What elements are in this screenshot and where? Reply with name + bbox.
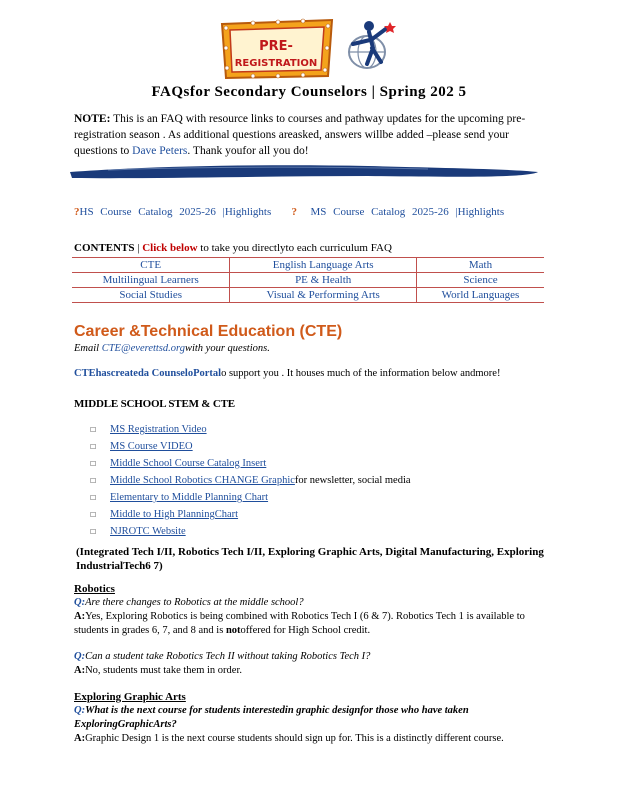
ms-course-video-link[interactable]: MS Course VIDEO <box>110 441 193 452</box>
toc-link-science[interactable]: Science <box>416 273 544 288</box>
middle-to-high-chart-link[interactable]: Middle to High PlanningChart <box>110 509 239 520</box>
table-row <box>72 258 544 273</box>
bullet-icon: ☐ <box>90 442 97 451</box>
separator: | <box>137 242 140 254</box>
cte-email-line: Email CTE@everettsd.orgwith your questions. <box>74 343 270 354</box>
ms-course-catalog-link[interactable]: MS Course Catalog 2025-26 <box>310 206 449 218</box>
hs-highlights-link[interactable]: Highlights <box>224 206 272 218</box>
toc-link-pe-health[interactable]: PE & Health <box>230 273 417 288</box>
pre-registration-logo <box>218 18 336 80</box>
link-note: for newsletter, social media <box>294 475 411 486</box>
ms-robotics-graphic-link[interactable]: Middle School Robotics CHANGE Graphic <box>110 475 295 486</box>
page-title: FAQsfor Secondary Counselors | Spring 202 5 <box>151 84 467 100</box>
graphic-arts-faq <box>74 690 554 746</box>
hs-course-catalog-link[interactable]: HS Course Catalog 2025-26 <box>79 206 216 218</box>
list-item <box>90 506 411 523</box>
njrotc-website-link[interactable]: NJROTC Website <box>110 526 186 537</box>
ms-stem-cte-heading: MIDDLE SCHOOL STEM & CTE <box>74 398 235 410</box>
note-text-b: . Thank youfor all you do! <box>187 145 309 157</box>
separator: | <box>455 206 458 218</box>
faq-answer: A:Yes, Exploring Robotics is being combined with Robotics Tech I (6 & 7). Robotics Tech 1 is available to students in grades 6, 7, and 8 and is notoffered for High School credit. <box>74 611 525 636</box>
brush-divider <box>68 160 540 182</box>
note-text-a: This is an FAQ with resource links to courses and pathway updates for the upcoming pre-registration season . As additional questions areasked, answers willbe added –please send your questions to <box>74 113 526 157</box>
ms-resource-list <box>90 421 411 540</box>
list-item <box>90 489 411 506</box>
faq-answer: A:No, students must take them in order. <box>74 665 242 676</box>
cte-email-link[interactable]: CTE@everettsd.org <box>101 343 185 354</box>
toc-link-math[interactable]: Math <box>416 258 544 273</box>
svg-text:PRE-: PRE- <box>259 39 293 54</box>
note-label: NOTE: <box>74 113 111 125</box>
question-icon: ? <box>74 206 80 218</box>
robotics-title: Robotics <box>74 583 115 595</box>
faq-question: Q:Are there changes to Robotics at the middle school? <box>74 597 304 608</box>
faq-answer: A:Graphic Design 1 is the next course students should sign up for. This is a distinctly different course. <box>74 733 504 744</box>
toc-link-ela[interactable]: English Language Arts <box>230 258 417 273</box>
course-list-line: (Integrated Tech I/II, Robotics Tech I/II, Exploring Graphic Arts, Digital Manufacturing, Exploring IndustrialTech6 7) <box>76 546 544 572</box>
question-icon: ? <box>291 206 298 218</box>
portal-description: o support you . It houses much of the information below andmore! <box>221 368 501 379</box>
toc-link-multilingual[interactable]: Multilingual Learners <box>72 273 230 288</box>
separator: | <box>222 206 225 218</box>
counselor-portal-line <box>74 368 500 379</box>
bullet-icon: ☐ <box>90 527 97 536</box>
contents-instruction: to take you directlyto each curriculum FAQ <box>197 242 392 254</box>
bullet-icon: ☐ <box>90 425 97 434</box>
bullet-icon: ☐ <box>90 493 97 502</box>
list-item <box>90 438 411 455</box>
faq-question: Q:Can a student take Robotics Tech II without taking Robotics Tech I? <box>74 651 371 662</box>
list-item <box>90 472 411 489</box>
bullet-icon: ☐ <box>90 510 97 519</box>
note-paragraph <box>74 111 544 159</box>
list-item <box>90 421 411 438</box>
ms-highlights-link[interactable]: Highlights <box>457 206 505 218</box>
contact-link[interactable]: Dave Peters <box>132 145 188 157</box>
toc-link-vpa[interactable]: Visual & Performing Arts <box>230 288 417 303</box>
contents-table <box>72 257 544 303</box>
list-item <box>90 455 411 472</box>
graphic-arts-title: Exploring Graphic Arts <box>74 691 186 703</box>
bullet-icon: ☐ <box>90 459 97 468</box>
svg-text:REGISTRATION: REGISTRATION <box>234 58 318 69</box>
contents-line <box>74 242 392 254</box>
ms-catalog-insert-link[interactable]: Middle School Course Catalog Insert <box>110 458 267 469</box>
click-below-text: Click below <box>142 242 198 254</box>
bullet-icon: ☐ <box>90 476 97 485</box>
robotics-faq-2 <box>74 650 554 678</box>
contents-label: CONTENTS <box>74 242 135 254</box>
toc-link-social-studies[interactable]: Social Studies <box>72 288 230 303</box>
elem-to-middle-chart-link[interactable]: Elementary to Middle Planning Chart <box>110 492 269 503</box>
district-figure-logo <box>343 14 397 76</box>
toc-link-cte[interactable]: CTE <box>72 258 230 273</box>
catalog-links-row <box>74 206 504 218</box>
table-row <box>72 273 544 288</box>
faq-question: Q:What is the next course for students interestedin graphic designfor those who have taken ExploringGraphicArts? <box>74 705 469 730</box>
table-row <box>72 288 544 303</box>
robotics-faq <box>74 582 554 638</box>
ms-registration-video-link[interactable]: MS Registration Video <box>110 424 207 435</box>
list-item <box>90 523 411 540</box>
cte-section-heading: Career &Technical Education (CTE) <box>74 323 343 340</box>
counselor-portal-link[interactable]: CTEhascreateda CounseloPortal <box>74 368 222 379</box>
toc-link-world-languages[interactable]: World Languages <box>416 288 544 303</box>
